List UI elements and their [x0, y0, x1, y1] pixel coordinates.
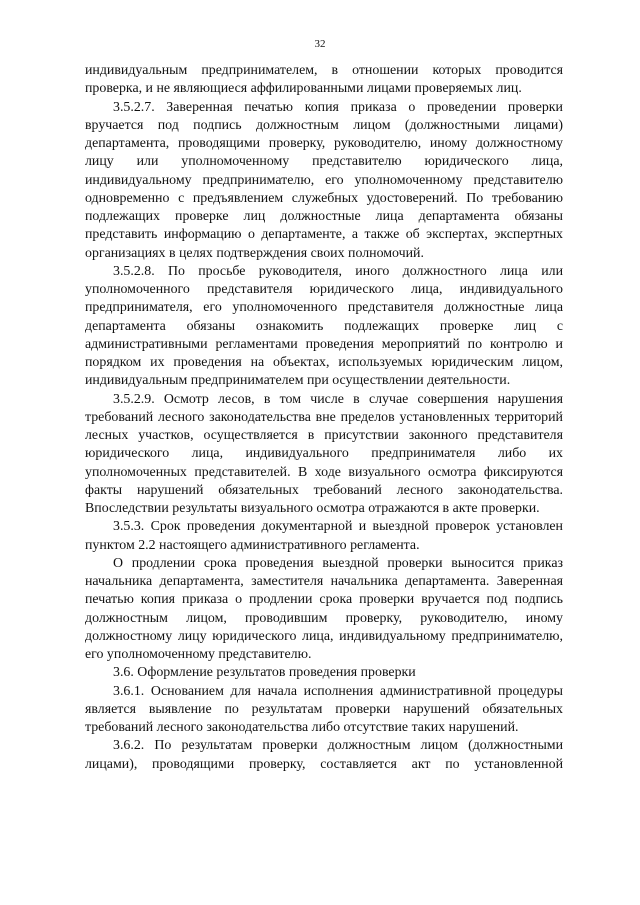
section-heading-3-6: 3.6. Оформление результатов проведения проверки — [113, 665, 416, 681]
paragraph-3-6-2: 3.6.2. По результатам проверки должностным лицом (должностными лицами), проводящими проверку, составляется акт по установленной — [85, 738, 563, 772]
page-number: 32 — [314, 38, 326, 50]
paragraph-extension: О продлении срока проведения выездной проверки выносится приказ начальника департамента, заместителя начальника департамента. Заверенная печатью копия приказа о продлении срока проверки вручается под подпись должностным лицом, проводившим проверку, руководителю, иному должностному лицу юридического лица, индивидуальному предпринимателю, его уполномоченному представителю. — [85, 555, 563, 662]
paragraph-3-5-2-7: 3.5.2.7. Заверенная печатью копия приказа о проведении проверки вручается под подпись должностным лицом (должностными лицами) департамента, проводящими проверку, руководителю, иному должностному лицу или уполномоченному представителю юридического лица, индивидуальному предпринимателю, его уполномоченному представителю одновременно с предъявлением служебных удостоверений. По требованию подлежащих проверке лиц должностные лица департамента обязаны представить информацию о департаменте, а также об экспертах, экспертных организациях в целях подтверждения своих полномочий. — [85, 99, 563, 261]
paragraph-3-5-2-8: 3.5.2.8. По просьбе руководителя, иного должностного лица или уполномоченного представителя юридического лица, индивидуального предпринимателя, его уполномоченного представителя должностные лица департамента обязаны ознакомить подлежащих проверке лиц с административными регламентами проведения мероприятий по контролю и порядком их проведения на объектах, используемых юридическим лицом, индивидуальным предпринимателем при осуществлении деятельности. — [85, 263, 563, 389]
paragraph-3-5-3: 3.5.3. Срок проведения документарной и выездной проверок установлен пунктом 2.2 настоящего административного регламента. — [85, 519, 563, 553]
paragraph-3-6-1: 3.6.1. Основанием для начала исполнения административной процедуры является выявление по результатам проверки нарушений обязательных требований лесного законодательства либо отсутствие таких нарушений. — [85, 683, 563, 735]
document-body — [85, 62, 563, 774]
paragraph-3-5-2-9: 3.5.2.9. Осмотр лесов, в том числе в случае совершения нарушения требований лесного законодательства вне пределов установленных территорий лесных участков, осуществляется в присутствии законного представителя юридического лица, индивидуального предпринимателя либо их уполномоченных представителей. В ходе визуального осмотра фиксируются факты нарушений обязательных требований лесного законодательства. Впоследствии результаты визуального осмотра отражаются в акте проверки. — [85, 391, 563, 516]
paragraph-continuation: индивидуальным предпринимателем, в отношении которых проводится проверка, и не являющиеся аффилированными лицами проверяемых лиц. — [85, 63, 563, 97]
